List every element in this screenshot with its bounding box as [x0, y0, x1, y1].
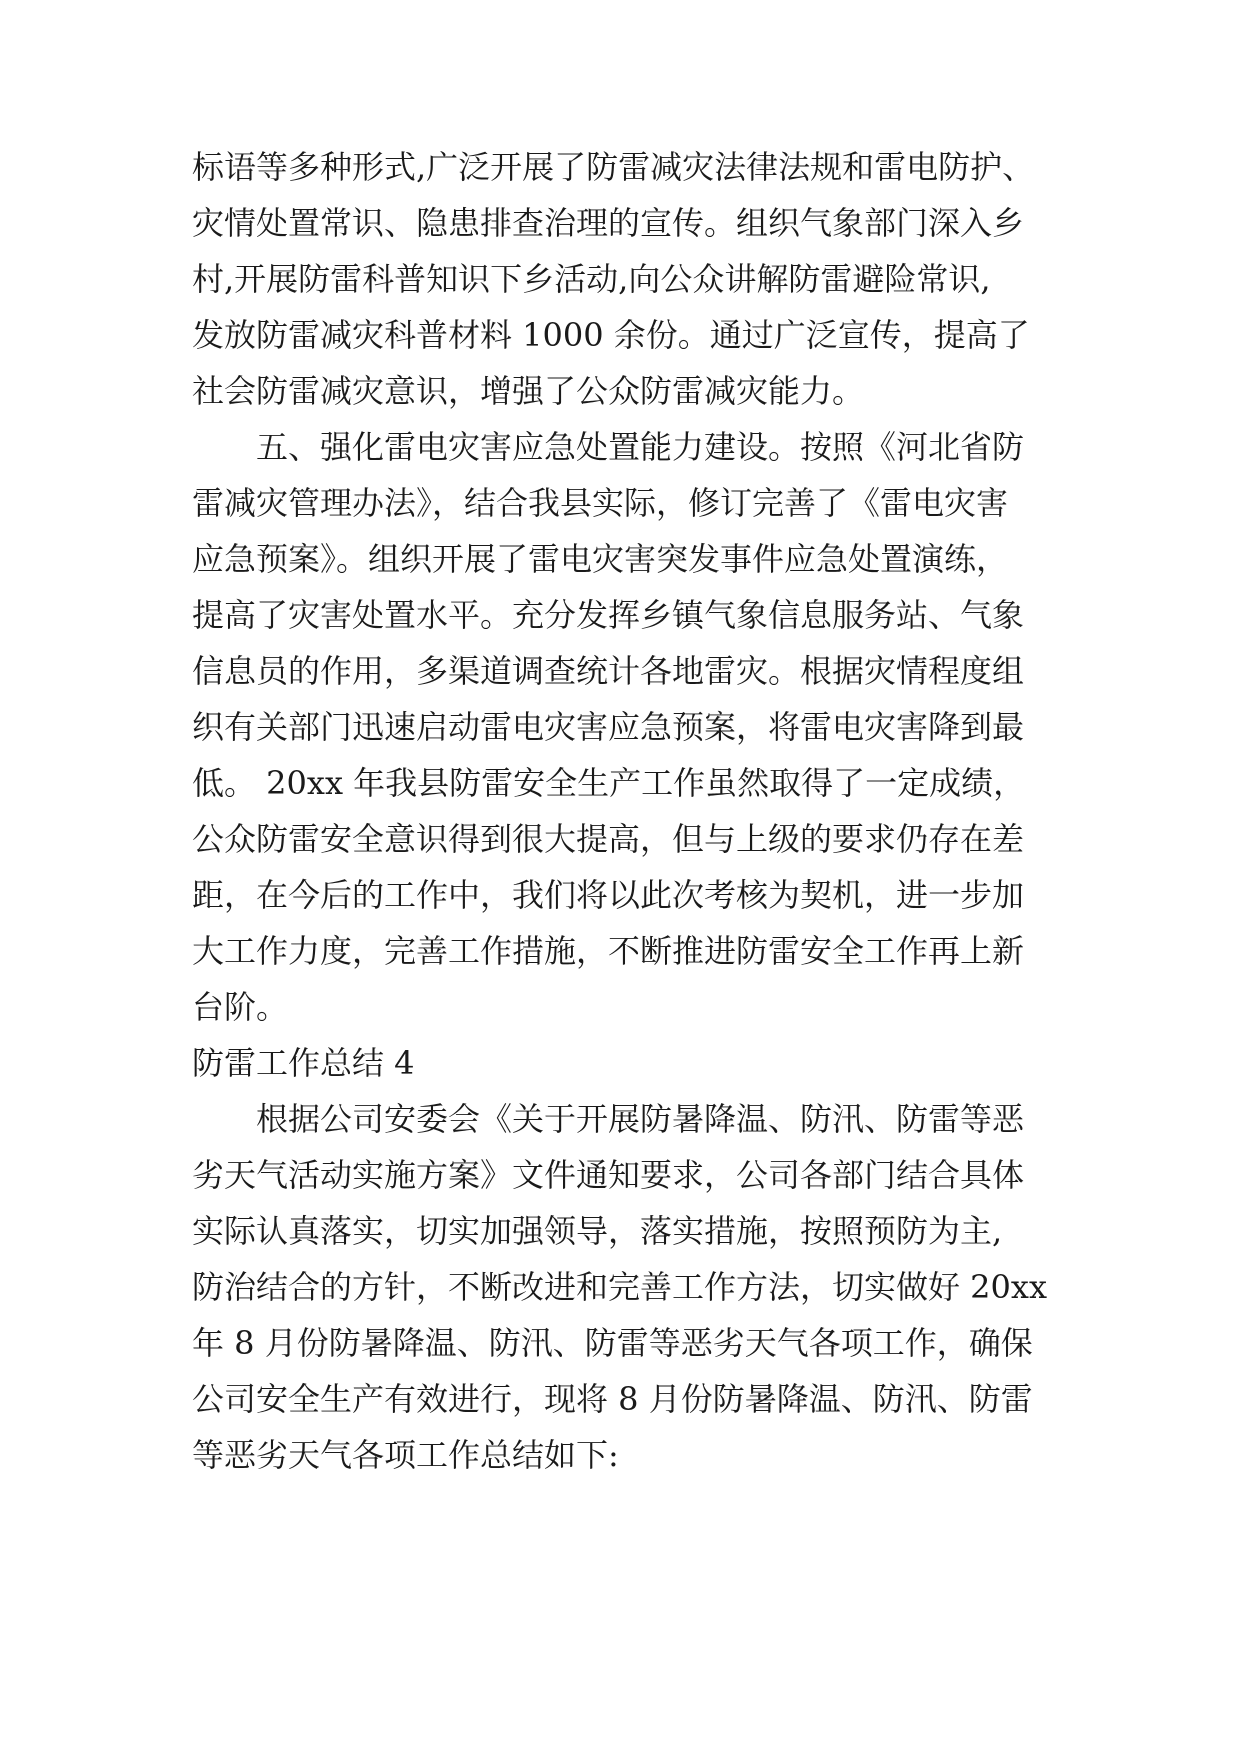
text-line: 距，在今后的工作中，我们将以此次考核为契机，进一步加 — [192, 876, 1025, 914]
section-title: 防雷工作总结 4 — [192, 1044, 415, 1082]
text-line: 防治结合的方针，不断改进和完善工作方法，切实做好 20xx — [192, 1268, 1047, 1306]
text-line: 等恶劣天气各项工作总结如下: — [192, 1436, 619, 1474]
text-line: 大工作力度，完善工作措施，不断推进防雷安全工作再上新 — [192, 932, 1025, 970]
paragraph-first-line: 根据公司安委会《关于开展防暑降温、防汛、防雷等恶 — [256, 1100, 1025, 1138]
text-line: 应急预案》。组织开展了雷电灾害突发事件应急处置演练， — [192, 540, 1009, 578]
text-line: 实际认真落实，切实加强领导，落实措施，按照预防为主, — [192, 1212, 1003, 1250]
text-line: 低。 20xx 年我县防雷安全生产工作虽然取得了一定成绩， — [192, 764, 1026, 802]
text-line: 台阶。 — [192, 988, 289, 1026]
text-line: 社会防雷减灾意识，增强了公众防雷减灾能力。 — [192, 372, 865, 410]
text-line: 雷减灾管理办法》，结合我县实际，修订完善了《雷电灾害 — [192, 484, 1009, 522]
text-line: 公众防雷安全意识得到很大提高，但与上级的要求仍存在差 — [192, 820, 1025, 858]
text-line: 劣天气活动实施方案》文件通知要求，公司各部门结合具体 — [192, 1156, 1025, 1194]
text-line: 村,开展防雷科普知识下乡活动,向公众讲解防雷避险常识, — [192, 260, 991, 298]
text-line: 年 8 月份防暑降温、防汛、防雷等恶劣天气各项工作，确保 — [192, 1324, 1033, 1362]
text-line: 发放防雷减灾科普材料 1000 余份。通过广泛宣传，提高了 — [192, 316, 1030, 354]
section-heading-line: 五、强化雷电灾害应急处置能力建设。按照《河北省防 — [256, 428, 1025, 466]
text-line: 信息员的作用，多渠道调查统计各地雷灾。根据灾情程度组 — [192, 652, 1025, 690]
text-line: 灾情处置常识、隐患排查治理的宣传。组织气象部门深入乡 — [192, 204, 1025, 242]
text-line: 提高了灾害处置水平。充分发挥乡镇气象信息服务站、气象 — [192, 596, 1025, 634]
text-line: 公司安全生产有效进行，现将 8 月份防暑降温、防汛、防雷 — [192, 1380, 1033, 1418]
text-line: 织有关部门迅速启动雷电灾害应急预案，将雷电灾害降到最 — [192, 708, 1025, 746]
text-line: 标语等多种形式,广泛开展了防雷减灾法律法规和雷电防护、 — [192, 148, 1035, 186]
